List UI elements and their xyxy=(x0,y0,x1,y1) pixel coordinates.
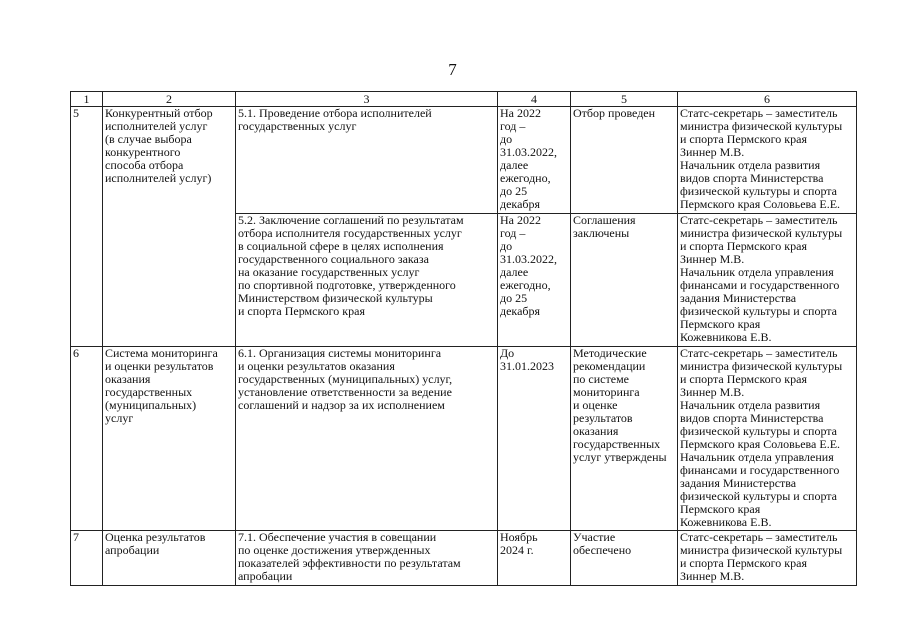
responsible-persons: Статс-секретарь – заместитель министра физической культуры и спорта Пермского края Зиннер М.В. Начальник отдела управления финансами и государственного задания Министерства физической культуры и спорта Пермского края Кожевникова Е.В. xyxy=(678,214,857,347)
expected-result: Отбор проведен xyxy=(571,107,678,214)
row-number: 6 xyxy=(71,347,103,531)
deadline: На 2022 год – до 31.03.2022, далее ежегодно, до 25 декабря xyxy=(498,214,571,347)
action-text: 7.1. Обеспечение участия в совещании по оценке достижения утвержденных показателей эффективности по результатам апробации xyxy=(236,531,498,586)
table-header-row xyxy=(71,92,857,107)
task-name: Оценка результатов апробации xyxy=(103,531,236,586)
table-row xyxy=(71,347,857,531)
row-number: 5 xyxy=(71,107,103,347)
task-name: Система мониторинга и оценки результатов оказания государственных (муниципальных) услуг xyxy=(103,347,236,531)
expected-result: Соглашения заключены xyxy=(571,214,678,347)
responsible-persons: Статс-секретарь – заместитель министра физической культуры и спорта Пермского края Зиннер М.В. Начальник отдела развития видов спорта Министерства физической культуры и спорта Пермского края Соловьева Е.Е. xyxy=(678,107,857,214)
column-header: 2 xyxy=(103,92,236,107)
column-header: 1 xyxy=(71,92,103,107)
deadline: На 2022 год – до 31.03.2022, далее ежегодно, до 25 декабря xyxy=(498,107,571,214)
expected-result: Участие обеспечено xyxy=(571,531,678,586)
action-text: 6.1. Организация системы мониторинга и оценки результатов оказания государственных (муниципальных) услуг, установление ответственности за ведение соглашений и надзор за их исполнением xyxy=(236,347,498,531)
responsible-persons: Статс-секретарь – заместитель министра физической культуры и спорта Пермского края Зиннер М.В. Начальник отдела развития видов спорта Министерства физической культуры и спорта Пермского края Соловьева Е.Е. Начальник отдела управления финансами и государственного задания Министерства физической культуры и спорта Пермского края Кожевникова Е.В. xyxy=(678,347,857,531)
column-header: 3 xyxy=(236,92,498,107)
deadline: До 31.01.2023 xyxy=(498,347,571,531)
row-number: 7 xyxy=(71,531,103,586)
table-row xyxy=(71,531,857,586)
task-name: Конкурентный отбор исполнителей услуг (в случае выбора конкурентного способа отбора исполнителей услуг) xyxy=(103,107,236,347)
column-header: 5 xyxy=(571,92,678,107)
page-number: 7 xyxy=(448,60,457,79)
deadline: Ноябрь 2024 г. xyxy=(498,531,571,586)
responsible-persons: Статс-секретарь – заместитель министра физической культуры и спорта Пермского края Зиннер М.В. xyxy=(678,531,857,586)
plan-table xyxy=(70,91,857,586)
column-header: 6 xyxy=(678,92,857,107)
column-header: 4 xyxy=(498,92,571,107)
action-text: 5.1. Проведение отбора исполнителей государственных услуг xyxy=(236,107,498,214)
table-row xyxy=(71,107,857,214)
action-text: 5.2. Заключение соглашений по результатам отбора исполнителя государственных услуг в социальной сфере в целях исполнения государственного социального заказа на оказание государственных услуг по спортивной подготовке, утвержденного Министерством физической культуры и спорта Пермского края xyxy=(236,214,498,347)
expected-result: Методические рекомендации по системе мониторинга и оценке результатов оказания государственных услуг утверждены xyxy=(571,347,678,531)
